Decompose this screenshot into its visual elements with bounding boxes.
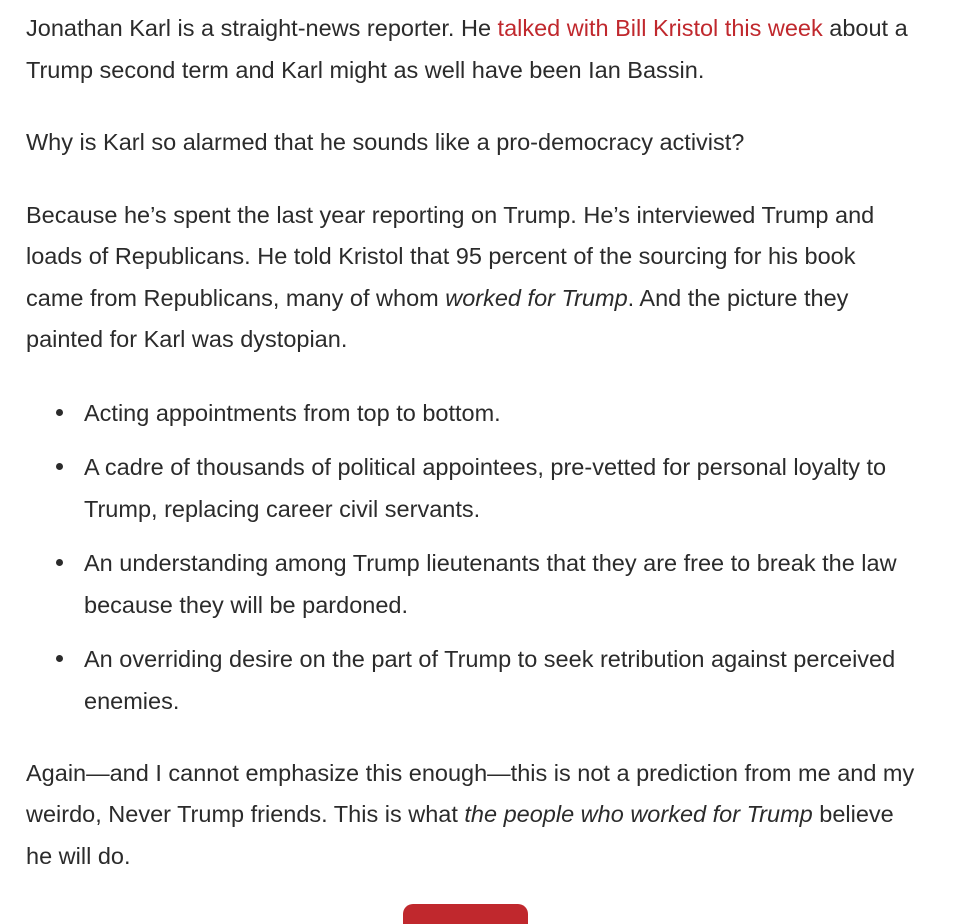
kristol-interview-link[interactable]: talked with Bill Kristol this week [497, 15, 823, 41]
paragraph-closing [26, 753, 916, 878]
article-body [26, 8, 916, 877]
list-item-text: Acting appointments from top to bottom. [84, 399, 501, 426]
bullet-dot-icon [56, 559, 63, 566]
reporting-text-start: Because he’s spent the last year reporting on Trump. He’s interviewed Trump and loads of Republicans. He told Kristol that 95 percent of the sourcing for his book came from Republicans, many of whom [26, 201, 875, 311]
list-item [26, 638, 916, 722]
bullet-dot-icon [56, 409, 63, 416]
closing-emphasis: the people who worked for Trump [464, 801, 813, 827]
reporting-emphasis: worked for Trump [445, 284, 628, 311]
reporting-text-end: . And the picture they painted for Karl was dystopian. [26, 284, 849, 352]
list-item [26, 446, 916, 530]
paragraph-reporting [26, 195, 916, 361]
intro-text-end: about a Trump second term and Karl might as well have been Ian Bassin. [26, 15, 908, 83]
bullet-dot-icon [56, 655, 63, 662]
bullet-dot-icon [56, 463, 63, 470]
closing-text-end: believe he will do. [26, 801, 894, 869]
closing-text-start: Again—and I cannot emphasize this enough—this is not a prediction from me and my weirdo, Never Trump friends. This is what [26, 759, 915, 827]
list-item-text: An overriding desire on the part of Trump to seek retribution against perceived enemies. [84, 645, 896, 714]
paragraph-intro [26, 8, 916, 91]
list-item [26, 542, 916, 626]
intro-text-start: Jonathan Karl is a straight-news reporter. He [26, 15, 498, 41]
list-item-text: An understanding among Trump lieutenants that they are free to break the law because they will be pardoned. [84, 549, 897, 618]
list-item-text: A cadre of thousands of political appointees, pre-vetted for personal loyalty to Trump, replacing career civil servants. [84, 453, 887, 522]
list-item [26, 392, 916, 434]
bullet-list [26, 392, 916, 722]
paragraph-question [26, 122, 916, 164]
cta-button[interactable] [403, 904, 528, 924]
question-text: Why is Karl so alarmed that he sounds like a pro-democracy activist? [26, 129, 745, 155]
